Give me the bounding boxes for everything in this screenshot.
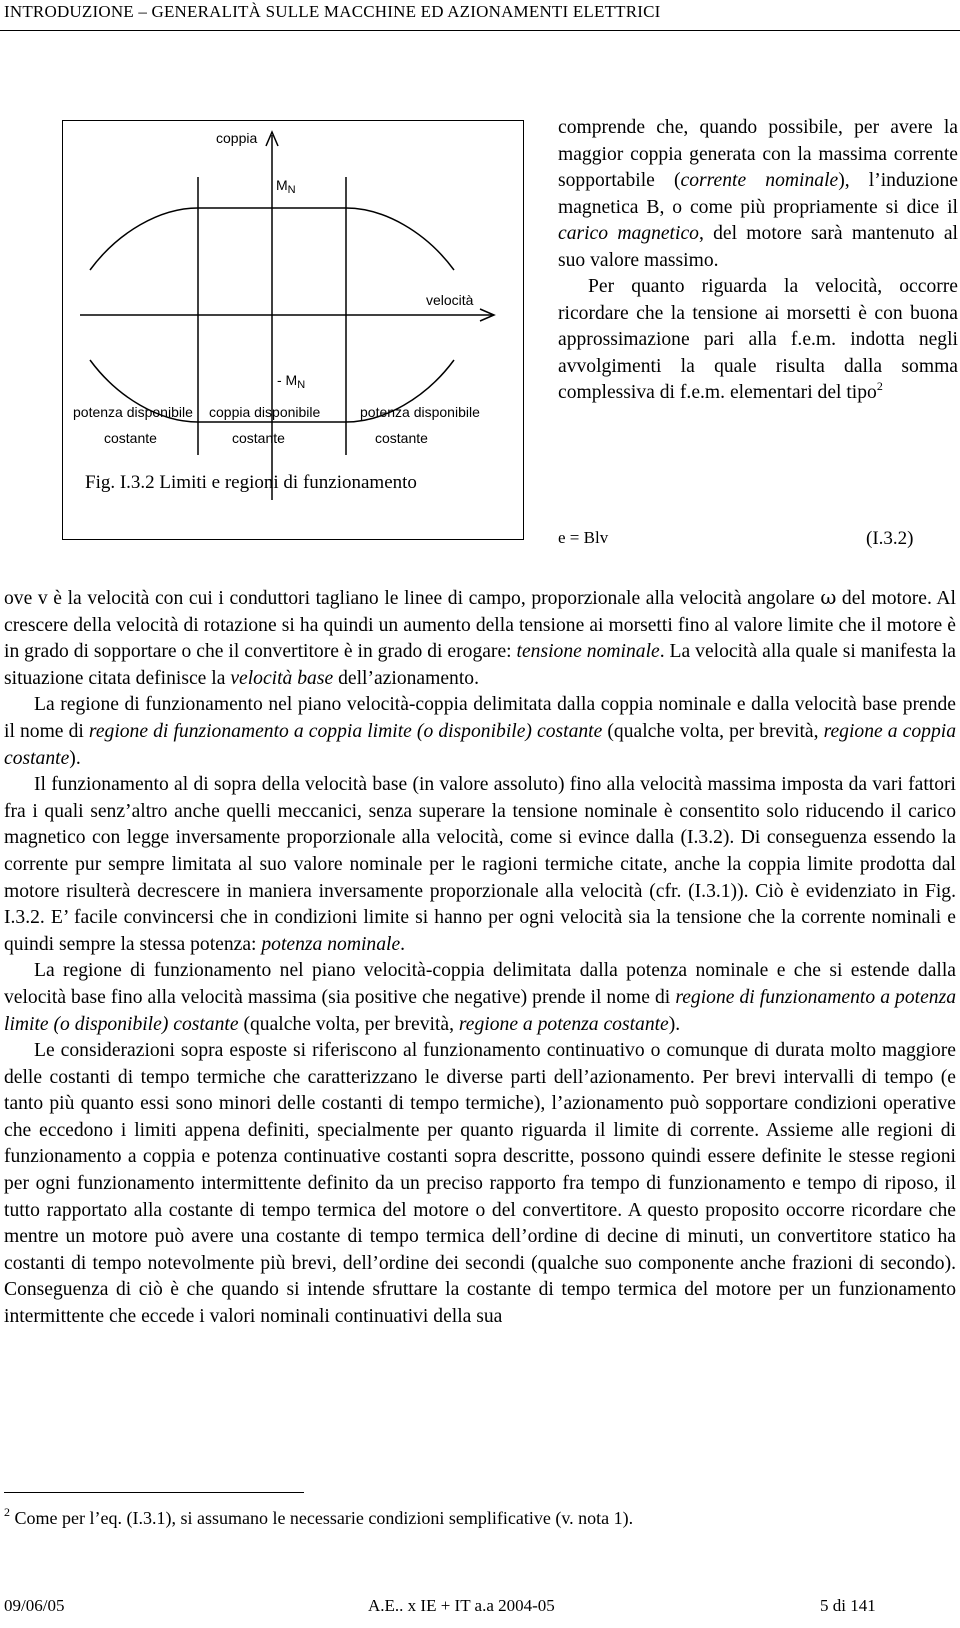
side-column-text <box>558 115 958 407</box>
paragraph-4: La regione di funzionamento nel piano velocità-coppia delimitata dalla potenza nominale e che si estende dalla velocità base fino alla velocità massima (sia positive che negative) prende il nome di regione di funzionamento a potenza limite (o disponibile) costante (qualche volta, per brevità, regione a potenza costante). <box>4 960 956 1035</box>
footnote-rule <box>4 1492 304 1493</box>
paragraph-3: Il funzionamento al di sopra della velocità base (in valore assoluto) fino alla velocità massima imposta da vari fattori fra i quali senz’altro anche quelli meccanici, senza superare la tensione nominale è consentito solo riducendo il carico magnetico con legge inversamente proporzionale alla velocità, come si evince dalla (I.3.2). Di conseguenza essendo la corrente pur sempre limitata al suo valore nominale per le ragioni termiche citate, anche la coppia limite prodotta dal motore risulterà decrescere in maniera inversamente proporzionale alla velocità (cfr. (I.3.1)). Ciò è evidenziato in Fig. I.3.2. E’ facile convincersi che in condizioni limite si hanno per ogni velocità sia la tensione che la corrente nominali e quindi sempre la stessa potenza: potenza nominale. <box>4 774 956 955</box>
side-paragraph-1: comprende che, quando possibile, per avere la maggior coppia generata con la massima corrente sopportabile (corrente nominale), l’induzione magnetica B, o come più propriamente si dice il carico magnetico, del motore sarà mantenuto al suo valore massimo. <box>558 117 958 271</box>
paragraph-5: Le considerazioni sopra esposte si riferiscono al funzionamento continuativo o comunque di durata molto maggiore delle costanti di tempo termiche che caratterizzano le diverse parti dell’azionamento. Per brevi intervalli di tempo (e tanto più quanto essi sono minori delle costanti di tempo termiche), l’azionamento può sopportare condizioni operative che eccedono i limiti appena definiti, specialmente per quanto riguarda il limite di corrente. Assieme alle regioni di funzionamento a coppia e potenza continuative costanti sopra descritte, possono quindi essere definite le stesse regioni per ogni funzionamento intermittente definito da un preciso rapporto fra tempo di funzionamento e tempo di riposo, il tutto rapportato alla costante di tempo termica del motore o del convertitore. A questo proposito occorre ricordare che mentre un motore può avere una costante di tempo termica dell’ordine di decine di minuti, un convertitore statico ha costanti di tempo notevolmente più brevi, dell’ordine dei secondi (qualche suo componente anche frazioni di secondo). Conseguenza di ciò è che quando si intende sfruttare la costante di tempo termica del motore per un funzionamento intermittente che eccede i valori nominali continuativi della sua <box>4 1040 956 1328</box>
running-header: INTRODUZIONE – GENERALITÀ SULLE MACCHINE ED AZIONAMENTI ELETTRICI <box>4 2 661 21</box>
region-mid-line2: costante <box>232 430 285 446</box>
equation-number: (I.3.2) <box>866 528 914 549</box>
paragraph-1: ove v è la velocità con cui i conduttori tagliano le linee di campo, proporzionale alla velocità angolare ω del motore. Al crescere della velocità di rotazione si ha quindi un aumento della tensione ai morsetti fino al valore limite che il motore è in grado di sopportare o che il convertitore è in grado di erogare: tensione nominale. La velocità alla quale si manifesta la situazione citata definisce la velocità base dell’azionamento. <box>4 586 956 689</box>
footer-page-number: 5 di 141 <box>820 1596 876 1615</box>
paragraph-2: La regione di funzionamento nel piano velocità-coppia delimitata dalla coppia nominale e dalla velocità base prende il nome di regione di funzionamento a coppia limite (o disponibile) costante (qualche volta, per brevità, regione a coppia costante). <box>4 694 956 769</box>
region-left-line1: potenza disponibile <box>73 404 193 420</box>
footer-course: A.E.. x IE + IT a.a 2004-05 <box>368 1596 555 1615</box>
equation: e = Blv <box>558 528 609 547</box>
axis-label-coppia: coppia <box>216 130 258 146</box>
right-upper-hyperbola <box>346 208 454 270</box>
label-mn-bottom: - $M_N$ <box>277 372 306 391</box>
side-paragraph-2: Per quanto riguarda la velocità, occorre ricordare che la tensione ai morsetti è con buona approssimazione pari alla f.e.m. indotta negli avvolgimenti la quale risulta dalla somma complessiva di f.e.m. elementari del tipo$^2$ <box>558 276 958 403</box>
label-mn-top: $M_N$ <box>276 177 296 196</box>
left-upper-hyperbola <box>90 208 198 270</box>
region-right-line1: potenza disponibile <box>360 404 480 420</box>
axis-label-velocita: velocità <box>426 292 474 308</box>
region-right-line2: costante <box>375 430 428 446</box>
footnote: $^2$ Come per l’eq. (I.3.1), si assumano le necessarie condizioni semplificative (v. nota 1). <box>4 1505 634 1528</box>
main-text <box>4 585 956 1331</box>
region-mid-line1: coppia disponibile <box>209 404 321 420</box>
footer-date: 09/06/05 <box>4 1596 65 1615</box>
figure-caption: Fig. I.3.2 Limiti e regioni di funzionamento <box>85 472 417 493</box>
region-left-line2: costante <box>104 430 157 446</box>
